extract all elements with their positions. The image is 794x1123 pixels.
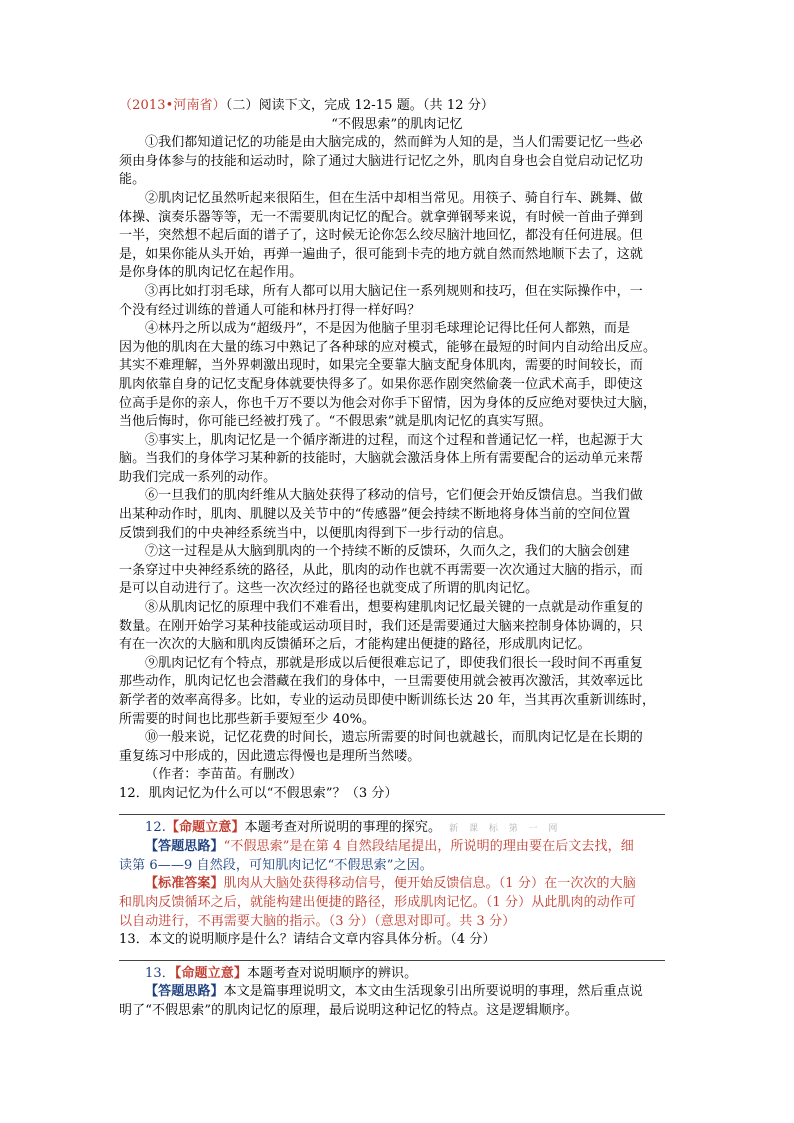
q13-intent: 13．【命题立意】本题考查对说明顺序的辨识。 — [145, 965, 418, 981]
article-line: ②肌肉记忆虽然听起来很陌生，但在生活中却相当常见。用筷子、骑自行车、跳舞、做 — [145, 190, 643, 206]
article-line: 一半，突然想不起后面的谱子了，这时候无论你怎么绞尽脑汁地回忆，都没有任何进展。但 — [119, 228, 644, 244]
article-line: 新学者的效率高得多。比如，专业的运动员即使中断训练长达 20 年，当其再次重新训练时， — [119, 693, 656, 708]
question-13: 13．本文的说明顺序是什么？请结合文章内容具体分析。（4 分） — [119, 932, 496, 948]
article-line: ④林丹之所以成为“超级丹”，不是因为他脑子里羽毛球理论记得比任何人都熟，而是 — [145, 321, 631, 337]
intent-tag: 【命题立意】 — [174, 965, 247, 981]
article-line: 能。 — [119, 172, 146, 188]
intent-tag: 【命题立意】 — [165, 819, 245, 835]
q13-thought-cont: 明了“不假思索”的肌肉记忆的原理，最后说明这种记忆的特点。这是逻辑顺序。 — [119, 1002, 578, 1018]
article-line: 是，如果你能从头开始，再弹一遍曲子，很可能到卡壳的地方就自然而然地顺下去了，这就 — [119, 246, 644, 262]
article-line: （作者：李苗苗。有删改） — [145, 767, 303, 783]
watermark: 新 课 标 第 一 网 — [449, 823, 562, 834]
source-label: （2013•河南省） — [119, 98, 226, 113]
article-line: 一条穿过中央神经系统的路径，从此，肌肉的动作也就不再需要一次次通过大脑的指示，而 — [119, 562, 644, 578]
article-line: ①我们都知道记忆的功能是由大脑完成的，然而鲜为人知的是，当人们需要记忆一些必 — [145, 135, 643, 151]
article-line: 个没有经过训练的普通人可能和林丹打得一样好吗？ — [119, 302, 421, 318]
article-line: ⑨肌肉记忆有个特点，那就是形成以后便很难忘记了，即使我们很长一段时间不再重复 — [145, 655, 643, 671]
article-line: ⑧从肌肉记忆的原理中我们不难看出，想要构建肌肉记忆最关键的一点就是动作重复的 — [145, 600, 643, 616]
article-line: ③再比如打羽毛球，所有人都可以用大脑记住一系列规则和技巧，但在实际操作中，一 — [145, 283, 643, 299]
article-line: 是你身体的肌肉记忆在起作用。 — [119, 265, 303, 281]
article-body — [119, 134, 675, 785]
q13-thought: 【答题思路】本文是篇事理说明文，本文由生活现象引出所要说明的事理，然后重点说 — [145, 984, 643, 1000]
question-12: 12．肌肉记忆为什么可以“不假思索”？（3 分） — [119, 785, 398, 801]
article-title: “不假思索”的肌肉记忆 — [331, 116, 463, 132]
article-line: 其实不难理解，当外界刺激出现时，如果完全要靠大脑支配身体肌肉，需要的时间较长，而 — [119, 358, 644, 374]
article-line: 那些动作，肌肉记忆也会潜藏在我们的身体中，一旦需要使用就会被再次激活，其效率远比 — [119, 674, 644, 690]
article-line: ⑥一旦我们的肌肉纤维从大脑处获得了移动的信号，它们便会开始反馈信息。当我们做 — [145, 488, 643, 504]
article-line: 当他后悔时，你可能已经被打残了。“不假思索”就是肌肉记忆的真实写照。 — [119, 414, 552, 430]
q12-standard-answer-cont1: 和肌肉反馈循环之后，就能构建出便捷的路径，形成肌肉记忆。（1 分）从此肌肉的动作可 — [119, 894, 637, 910]
q12-thought-cont: 读第 6——9 自然段，可知肌肉记忆“不假思索”之因。 — [119, 857, 433, 873]
article-line: 重复练习中形成的，因此遗忘得慢也是理所当然喽。 — [119, 748, 421, 764]
q12-standard-answer: 【标准答案】肌肉从大脑处获得移动信号，便开始反馈信息。（1 分）在一次次的大脑 — [145, 876, 636, 892]
article-line: 位高手是你的亲人，你也千万不要以为他会对你手下留情，因为身体的反应绝对要快过大脑， — [119, 395, 657, 411]
section-intro: （二）阅读下文，完成 12-15 题。（共 12 分） — [225, 98, 495, 113]
article-line: 助我们完成一系列的动作。 — [119, 469, 277, 485]
article-line: 因为他的肌肉在大量的练习中熟记了各种球的应对模式，能够在最短的时间内自动给出反应。 — [119, 339, 657, 355]
document-page — [119, 97, 675, 1021]
article-line: 反馈到我们的中央神经系统当中，以便肌肉得到下一步行动的信息。 — [119, 525, 513, 541]
thought-tag: 【答题思路】 — [145, 839, 224, 855]
article-line: ⑩一般来说，记忆花费的时间长，遗忘所需要的时间也就越长，而肌肉记忆是在长期的 — [145, 730, 643, 746]
article-line: 须由身体参与的技能和运动时，除了通过大脑进行记忆之外，肌肉自身也会自觉启动记忆功 — [119, 153, 644, 169]
article-line: 出某种动作时，肌肉、肌腱以及关节中的“传感器”便会持续不断地将身体当前的空间位置 — [119, 507, 631, 523]
q12-intent: 12.【命题立意】本题考查对所说明的事理的探究。 新 课 标 第 一 网 — [145, 819, 562, 835]
article-line: 脑。当我们的身体学习某种新的技能时，大脑就会激活身体上所有需要配合的运动单元来帮 — [119, 451, 644, 467]
article-line: 体操、演奏乐器等等，无一不需要肌肉记忆的配合。就拿弹钢琴来说，有时候一首曲子弹到 — [119, 209, 644, 225]
article-line: 有在一次次的大脑和肌肉反馈循环之后，才能构建出便捷的路径，形成肌肉记忆。 — [119, 637, 591, 653]
standard-answer-tag: 【标准答案】 — [145, 876, 224, 892]
thought-tag: 【答题思路】 — [145, 984, 224, 1000]
exam-header — [119, 97, 675, 116]
article-line: ⑦这一过程是从大脑到肌肉的一个持续不断的反馈环，久而久之，我们的大脑会创建 — [145, 544, 630, 560]
divider — [119, 814, 665, 815]
article-line: 数量。在刚开始学习某种技能或运动项目时，我们还是需要通过大脑来控制身体协调的，只 — [119, 618, 644, 634]
q12-thought: 【答题思路】“不假思索”是在第 4 自然段结尾提出，所说明的理由要在后文去找，细 — [145, 839, 634, 855]
article-line: ⑤事实上，肌肉记忆是一个循序渐进的过程，而这个过程和普通记忆一样，也起源于大 — [145, 432, 643, 448]
article-line: 是可以自动进行了。这些一次次经过的路径也就变成了所谓的肌肉记忆。 — [119, 581, 539, 597]
divider — [119, 960, 665, 961]
article-line: 肌肉依靠自身的记忆支配身体就要快得多了。如果你恶作剧突然偷袭一位武术高手，即使这 — [119, 376, 644, 392]
q12-standard-answer-cont2: 以自动进行，不再需要大脑的指示。（3 分）（意思对即可。共 3 分） — [119, 913, 516, 929]
article-line: 所需要的时间也比那些新手要短至少 40%。 — [119, 711, 376, 727]
